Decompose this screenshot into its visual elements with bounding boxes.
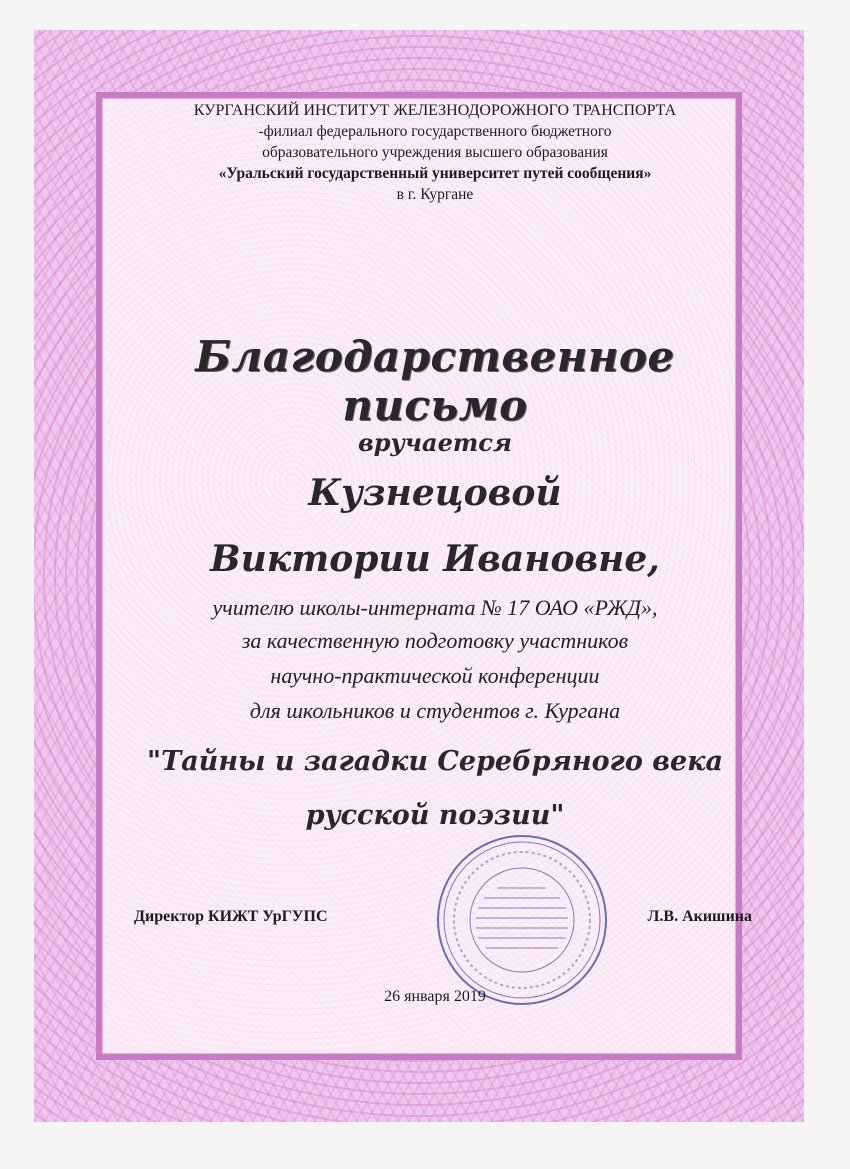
certificate-content	[100, 100, 770, 1060]
description-line-1: учителю школы-интерната № 17 ОАО «РЖД»,	[212, 595, 658, 620]
description-line-4: для школьников и студентов г. Кургана	[249, 698, 621, 723]
header-line-4: «Уральский государственный университет путей сообщения»	[218, 165, 652, 182]
description-line-2: за качественную подготовку участников	[241, 628, 629, 653]
round-seal-stamp-icon	[432, 830, 612, 1010]
signatory-position: Директор КИЖТ УрГУПС	[134, 908, 328, 925]
recipient-surname: Кузнецовой	[308, 472, 562, 514]
theme-line-1: "Тайны и загадки Серебряного века	[147, 746, 723, 777]
header-line-1: КУРГАНСКИЙ ИНСТИТУТ ЖЕЛЕЗНОДОРОЖНОГО ТРАНСПОРТА	[193, 102, 677, 119]
header-line-3: образовательного учреждения высшего образования	[262, 144, 608, 161]
certificate-title: Благодарственное письмо	[195, 332, 675, 430]
issue-date: 26 января 2019	[384, 988, 486, 1005]
header-line-5: в г. Кургане	[396, 186, 474, 203]
signatory-name: Л.В. Акишина	[647, 908, 752, 925]
awarded-text: вручается	[358, 428, 512, 457]
theme-line-2: русской поэзии"	[305, 800, 565, 831]
recipient-given-name: Виктории Ивановне,	[210, 538, 660, 580]
institution-header	[100, 100, 770, 205]
header-line-2: -филиал федерального государственного бюджетного	[258, 123, 612, 140]
description-line-3: научно-практической конференции	[270, 663, 600, 688]
